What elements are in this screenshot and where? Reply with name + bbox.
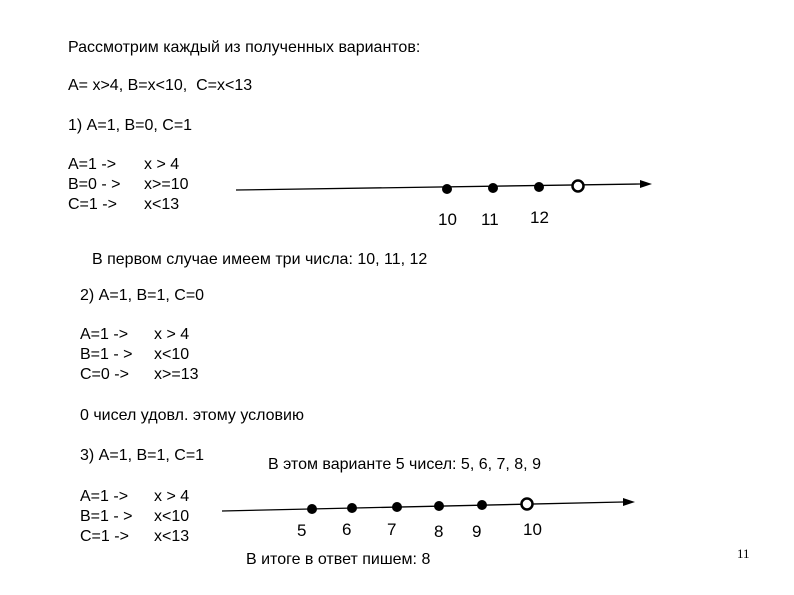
case2-title: 2) А=1, В=1, С=0	[80, 287, 205, 304]
case3-expr-1: x > 4	[154, 488, 190, 505]
case2-expr-1: x > 4	[154, 326, 190, 343]
case3-axis-line	[222, 502, 623, 511]
case1-point-10	[442, 184, 452, 194]
case1-cond-2: В=0 - >	[68, 176, 121, 193]
case2-expr-3: x>=13	[154, 366, 199, 383]
case3-point-9	[477, 500, 487, 510]
case3-cond-2: В=1 - >	[80, 508, 133, 525]
case3-axis-label-9: 9	[472, 522, 482, 541]
case3-expr-3: x<13	[154, 528, 190, 545]
case1-cond-1: А=1 ->	[68, 156, 117, 173]
case3-point-5	[307, 504, 317, 514]
case1-open-point-13	[573, 181, 584, 192]
heading: Рассмотрим каждый из полученных вариантов:	[68, 39, 421, 56]
page-number: 11	[737, 546, 750, 561]
case3-point-6	[347, 503, 357, 513]
case3-expr-2: x<10	[154, 508, 190, 525]
case3-cond-3: С=1 ->	[80, 528, 129, 545]
case3-point-7	[392, 502, 402, 512]
case3-axis-label-5: 5	[297, 521, 307, 540]
case2-result: 0 чисел удовл. этому условию	[80, 407, 304, 424]
case3-result: В этом варианте 5 чисел: 5, 6, 7, 8, 9	[268, 456, 541, 473]
case3-open-point-10	[522, 499, 533, 510]
case1-expr-1: x > 4	[144, 156, 180, 173]
case2-cond-1: А=1 ->	[80, 326, 129, 343]
case2-cond-2: В=1 - >	[80, 346, 133, 363]
case1-expr-2: x>=10	[144, 176, 189, 193]
case3-axis-label-10: 10	[523, 520, 542, 539]
case3-title: 3) А=1, В=1, С=1	[80, 447, 205, 464]
case1-expr-3: x<13	[144, 196, 180, 213]
case3-number-line	[222, 498, 635, 514]
case3-axis-label-7: 7	[387, 520, 397, 539]
case2-cond-3: С=0 ->	[80, 366, 129, 383]
case1-cond-3: С=1 ->	[68, 196, 117, 213]
final-answer: В итоге в ответ пишем: 8	[246, 551, 431, 568]
case2-expr-2: x<10	[154, 346, 190, 363]
definitions: А= x>4, В=x<10, С=x<13	[68, 77, 253, 94]
case1-result: В первом случае имеем три числа: 10, 11, 12	[92, 251, 428, 268]
case1-number-line	[236, 180, 652, 194]
case1-axis-label-11: 11	[481, 210, 499, 229]
case3-axis-label-8: 8	[434, 522, 444, 541]
case1-axis-label-10: 10	[438, 210, 457, 229]
case1-title: 1) А=1, В=0, С=1	[68, 117, 193, 134]
case1-point-12	[534, 182, 544, 192]
case1-axis-label-12: 12	[530, 208, 549, 227]
case3-axis-label-6: 6	[342, 520, 352, 539]
case3-axis-arrow-icon	[623, 498, 635, 506]
case3-cond-1: А=1 ->	[80, 488, 129, 505]
case1-point-11	[488, 183, 498, 193]
case1-axis-arrow-icon	[640, 180, 652, 188]
case3-point-8	[434, 501, 444, 511]
